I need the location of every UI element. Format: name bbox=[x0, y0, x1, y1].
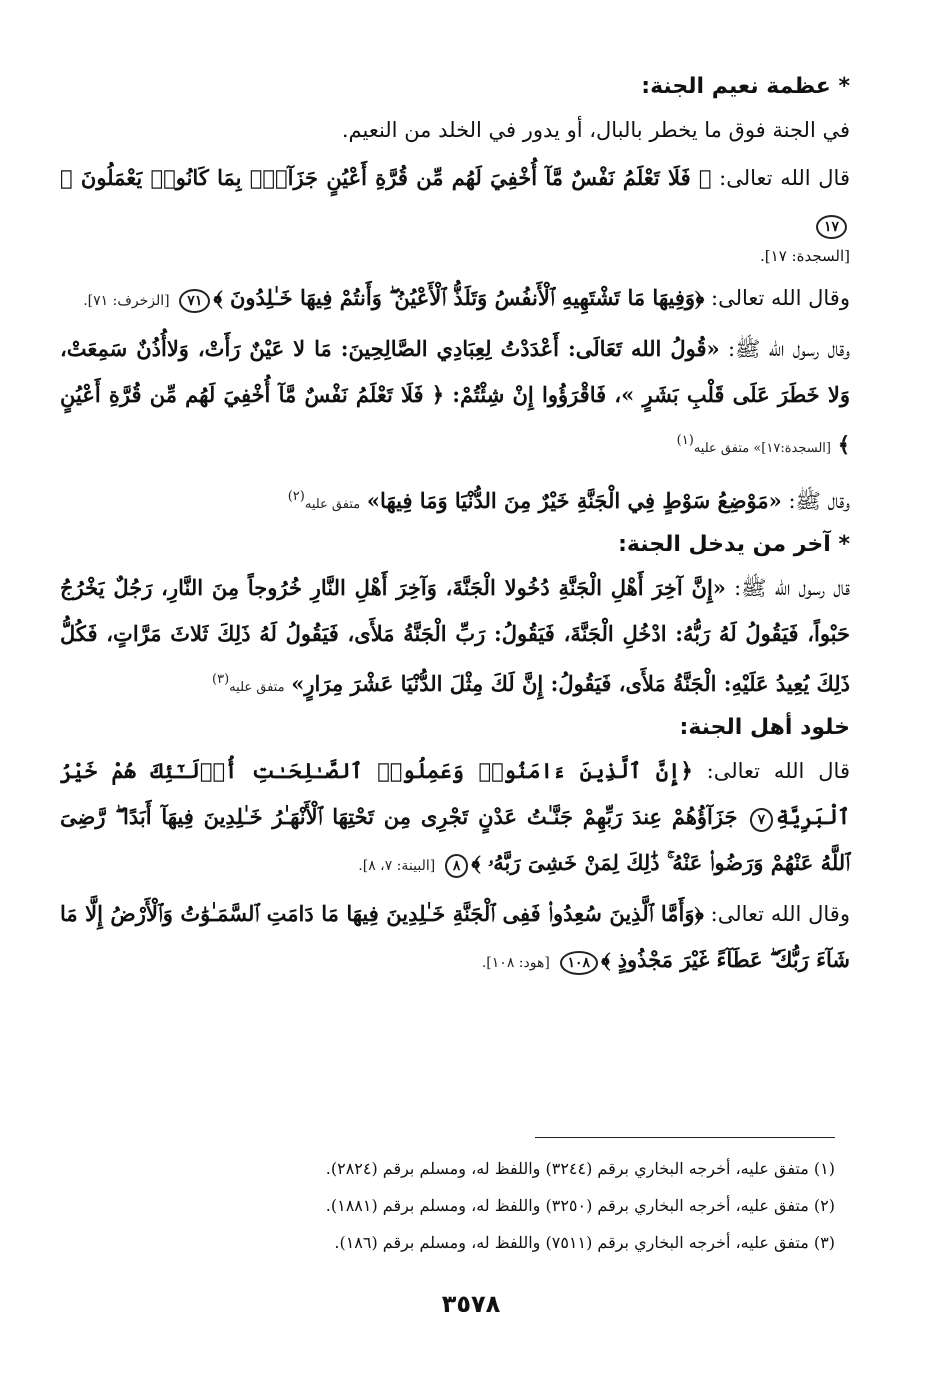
intro-paragraph: في الجنة فوق ما يخطر بالبال، أو يدور في الخلد من النعيم. bbox=[341, 118, 850, 142]
footnote-item: (٢) متفق عليه، أخرجه البخاري برقم (٣٢٥٠) واللفظ له، ومسلم برقم (١٨٨١). bbox=[325, 1196, 835, 1215]
footnote-marker: (٢) bbox=[287, 489, 305, 504]
verse-number-badge: ٧١ bbox=[179, 289, 210, 313]
hadith-3 bbox=[60, 565, 850, 711]
page-number: ٣٥٧٨ bbox=[441, 1290, 501, 1318]
section-heading-last-to-enter: * آخر من يدخل الجنة: bbox=[618, 532, 850, 557]
verse-number-badge: ٧ bbox=[750, 808, 774, 832]
footnote-divider bbox=[535, 1137, 835, 1138]
section-heading-paradise-bliss: * عظمة نعيم الجنة: bbox=[641, 74, 850, 99]
hadith-2 bbox=[60, 474, 850, 528]
hadith-reference: متفق عليه bbox=[304, 497, 361, 512]
hadith-reference: متفق عليه bbox=[229, 680, 285, 695]
hadith-text: «قُولُ الله تَعَالَى: أَعْدَدْتُ لِعِبَادِي الصَّالِحِينَ: مَا لا عَيْنٌ رَأَتْ، وَلاأُذُنٌ سَمِعَتْ، وَلا خَطَرَ عَلَى قَلْبِ بَشَرٍ »، فَاقْرَؤُوا إِنْ شِئْتُمْ: ﴿ فَلَا تَعْلَمُ نَفْسٌ مَّآ أُخْفِيَ لَهُم مِّن قُرَّةِ أَعْيُنٍ ﴾ bbox=[60, 336, 850, 457]
verse-text: جَزَآؤُهُمْ عِندَ رَبِّهِمْ جَنَّـٰتُ عَدْنٍ تَجْرِى مِن تَحْتِهَا ٱلْأَنْهَـٰرُ خَـٰلِدِينَ فِيهَآ أَبَدًا ۖ رَّضِىَ ٱللَّهُ عَنْهُمْ وَرَضُوا۟ عَنْهُ ۚ ذَٰلِكَ لِمَنْ خَشِىَ رَبَّهُۥ ﴾ bbox=[60, 804, 850, 875]
footnote-marker: (٣) bbox=[212, 672, 230, 687]
verse-lead: وقال الله تعالى: bbox=[703, 902, 850, 926]
verse-number-badge: ١٠٨ bbox=[560, 951, 599, 975]
hadith-reference: [السجدة:١٧]» متفق عليه bbox=[693, 441, 831, 456]
verse-number-badge: ٨ bbox=[445, 854, 469, 878]
footnotes bbox=[120, 1150, 835, 1261]
verse-lead: قال الله تعالى: bbox=[711, 166, 850, 190]
verse-lead: قال الله تعالى: bbox=[692, 759, 850, 783]
footnote-marker: (١) bbox=[676, 433, 694, 448]
section-heading-eternity: خلود أهل الجنة: bbox=[679, 715, 850, 740]
verse-zukhruf bbox=[60, 275, 850, 324]
footnote-item: (١) متفق عليه، أخرجه البخاري برقم (٣٢٤٤) واللفظ له، ومسلم برقم (٢٨٢٤). bbox=[325, 1159, 835, 1178]
verse-reference: [هود: ١٠٨]. bbox=[481, 955, 550, 971]
verse-text: ﴿ فَلَا تَعْلَمُ نَفْسٌ مَّآ أُخْفِيَ لَهُم مِّن قُرَّةِ أَعْيُنٍ جَزَآءَۢ بِمَا كَانُوا۟ يَعْمَلُونَ ﴾ bbox=[60, 165, 712, 190]
verse-hud bbox=[60, 891, 850, 986]
verse-text: ﴿وَفِيهَا مَا تَشْتَهِيهِ ٱلْأَنفُسُ وَتَلَذُّ ٱلْأَعْيُنُ ۖ وَأَنتُمْ فِيهَا خَـٰلِدُونَ ﴾ bbox=[213, 285, 705, 310]
verse-reference: [الزخرف: ٧١]. bbox=[83, 293, 170, 309]
verse-lead: وقال الله تعالى: bbox=[704, 286, 850, 310]
hadith-1 bbox=[60, 326, 850, 472]
verse-sajdah bbox=[60, 155, 850, 247]
verse-bayyinah bbox=[60, 748, 850, 889]
verse-reference: [البينة: ٧، ٨]. bbox=[358, 858, 436, 874]
verse-number-badge: ١٧ bbox=[816, 215, 847, 239]
hadith-text: «إِنَّ آخِرَ أَهْلِ الْجَنَّةِ دُخُولا الْجَنَّةَ، وَآخِرَ أَهْلِ النَّارِ خُرُوجاً مِنَ النَّارِ، رَجُلٌ يَخْرُجُ حَبْواً، فَيَقُولُ لَهُ رَبُّهُ: ادْخُلِ الْجَنَّةَ، فَيَقُولُ: رَبِّ الْجَنَّةُ مَلأَى، فَيَقُولُ لَهُ ذَلِكَ ثَلاثَ مَرَّاتٍ، فَكُلُّ ذَلِكَ يُعِيدُ عَلَيْهِ: الْجَنَّةُ مَلأَى، فَيَقُولُ: إِنَّ لَكَ مِثْلَ الدُّنْيَا عَشْرَ مِرَارٍ» bbox=[60, 575, 850, 696]
hadith-text: «مَوْضِعُ سَوْطٍ فِي الْجَنَّةِ خَيْرٌ مِنَ الدُّنْيَا وَمَا فِيهَا» bbox=[366, 488, 782, 513]
verse-text: ﴿وَأَمَّا ٱلَّذِينَ سُعِدُوا۟ فَفِى ٱلْجَنَّةِ خَـٰلِدِينَ فِيهَا مَا دَامَتِ ٱلسَّمَـٰوَٰتُ وَٱلْأَرْضُ إِلَّا مَا شَآءَ رَبُّكَ ۖ عَطَآءً غَيْرَ مَجْذُوذٍ ﴾ bbox=[60, 901, 850, 972]
verse-reference: [السجدة: ١٧]. bbox=[760, 247, 850, 265]
page-body bbox=[60, 70, 850, 988]
hadith-lead: وقال ﷺ: bbox=[781, 489, 850, 513]
hadith-lead: قال رسول الله ﷺ: bbox=[725, 576, 851, 600]
hadith-lead: وقال رسول الله ﷺ: bbox=[719, 337, 850, 361]
verse-text: ﴿إِنَّ ٱلَّذِينَ ءَامَنُوا۟ وَعَمِلُوا۟ ٱلصَّـٰلِحَـٰتِ أُو۟لَـٰٓئِكَ هُمْ خَيْرُ ٱلْبَرِيَّةِ bbox=[60, 758, 850, 829]
footnote-item: (٣) متفق عليه، أخرجه البخاري برقم (٧٥١١) واللفظ له، ومسلم برقم (١٨٦). bbox=[334, 1233, 835, 1252]
